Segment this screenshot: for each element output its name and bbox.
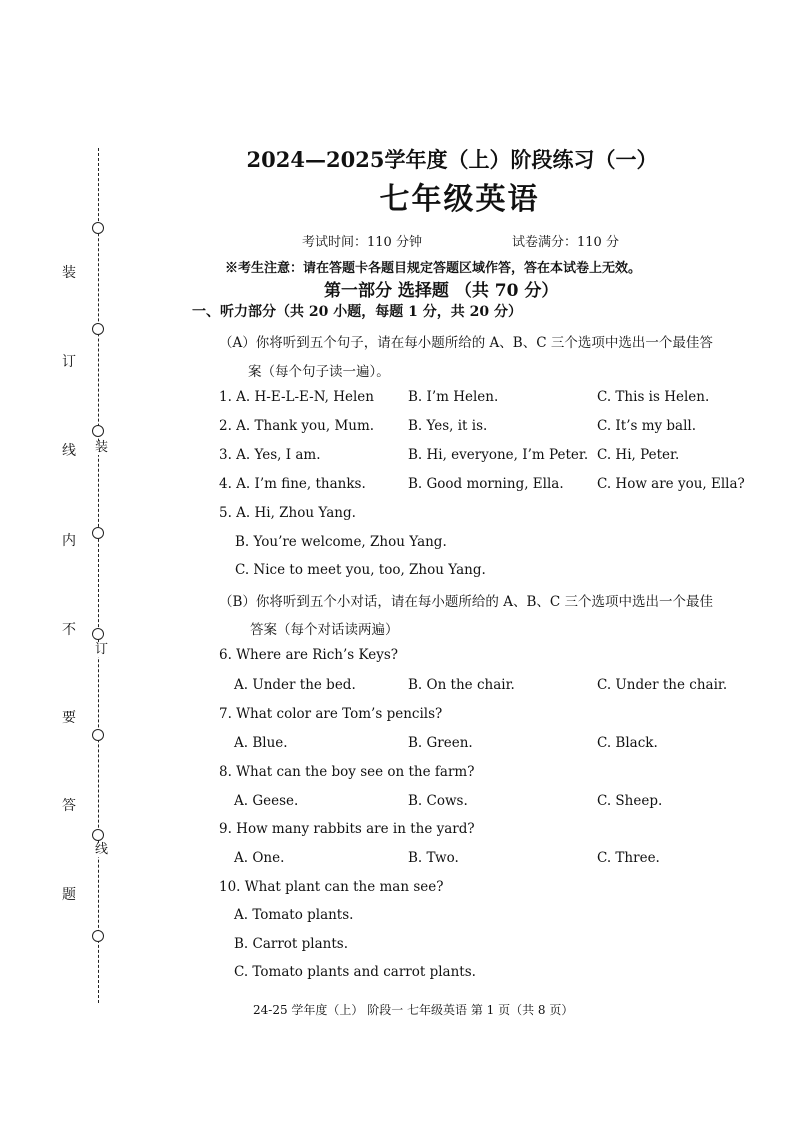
binding-outer-char: 装 — [62, 265, 76, 281]
q8-stem: 8. What can the boy see on the farm? — [219, 764, 475, 780]
q4-option-b: B. Good morning, Ella. — [408, 476, 564, 492]
binding-inner-char: 装 — [95, 440, 109, 455]
q3-option-b: B. Hi, everyone, I’m Peter. — [408, 447, 589, 463]
q8-option-a: A. Geese. — [234, 793, 299, 809]
q2-option-a: 2. A. Thank you, Mum. — [219, 418, 375, 434]
q2-option-c: C. It’s my ball. — [597, 418, 697, 434]
binding-outer-char: 内 — [62, 533, 76, 549]
exam-title: 2024—2025学年度（上）阶段练习（一） — [246, 147, 658, 172]
q6-option-b: B. On the chair. — [408, 677, 515, 693]
q10-option-b: B. Carrot plants. — [234, 936, 348, 952]
binding-hole — [92, 729, 104, 741]
binding-outer-char: 不 — [62, 622, 76, 638]
q9-option-a: A. One. — [234, 850, 285, 866]
q10-stem: 10. What plant can the man see? — [219, 879, 444, 895]
q6-option-c: C. Under the chair. — [597, 677, 728, 693]
q10-option-a: A. Tomato plants. — [234, 907, 354, 923]
binding-inner-char: 线 — [95, 842, 109, 857]
part-a-instructions-cont: 案（每个句子读一遍）。 — [248, 364, 390, 380]
binding-hole — [92, 425, 104, 437]
q1-option-b: B. I’m Helen. — [408, 389, 499, 405]
q10-option-c: C. Tomato plants and carrot plants. — [234, 964, 476, 980]
q3-option-c: C. Hi, Peter. — [597, 447, 680, 463]
binding-outer-char: 题 — [62, 887, 76, 903]
binding-hole — [92, 930, 104, 942]
binding-hole — [92, 323, 104, 335]
binding-hole — [92, 527, 104, 539]
section-title: 一、听力部分（共 20 小题，每题 1 分，共 20 分） — [192, 304, 522, 320]
binding-outer-char: 答 — [62, 798, 76, 814]
q7-option-c: C. Black. — [597, 735, 658, 751]
binding-hole — [92, 829, 104, 841]
q2-option-b: B. Yes, it is. — [408, 418, 488, 434]
q8-option-b: B. Cows. — [408, 793, 468, 809]
q7-option-a: A. Blue. — [234, 735, 288, 751]
q5-option-b: B. You’re welcome, Zhou Yang. — [235, 534, 447, 550]
exam-notice: ※考生注意：请在答题卡各题目规定答题区域作答，答在本试卷上无效。 — [225, 261, 642, 276]
binding-inner-char: 订 — [95, 642, 109, 657]
binding-dashed-line — [98, 148, 99, 1003]
q5-option-a: 5. A. Hi, Zhou Yang. — [219, 505, 356, 521]
q3-option-a: 3. A. Yes, I am. — [219, 447, 321, 463]
q8-option-c: C. Sheep. — [597, 793, 663, 809]
part-a-instructions: （A）你将听到五个句子，请在每小题所给的 A、B、C 三个选项中选出一个最佳答 — [219, 335, 713, 351]
q4-option-c: C. How are you, Ella? — [597, 476, 745, 492]
binding-hole — [92, 222, 104, 234]
part-b-instructions-cont: 答案（每个对话读两遍） — [250, 622, 399, 638]
page-footer: 24-25 学年度（上） 阶段一 七年级英语 第 1 页（共 8 页） — [253, 1003, 574, 1017]
subject-title: 七年级英语 — [379, 182, 540, 217]
binding-outer-char: 线 — [62, 443, 76, 459]
part-title: 第一部分 选择题 （共 70 分） — [324, 281, 559, 301]
binding-outer-char: 订 — [62, 354, 76, 370]
q6-option-a: A. Under the bed. — [234, 677, 356, 693]
q9-option-c: C. Three. — [597, 850, 660, 866]
q9-stem: 9. How many rabbits are in the yard? — [219, 821, 475, 837]
q7-stem: 7. What color are Tom’s pencils? — [219, 706, 443, 722]
exam-time: 考试时间：110 分钟 — [302, 235, 422, 250]
q4-option-a: 4. A. I’m fine, thanks. — [219, 476, 366, 492]
q7-option-b: B. Green. — [408, 735, 473, 751]
q6-stem: 6. Where are Rich’s Keys? — [219, 647, 399, 663]
q5-option-c: C. Nice to meet you, too, Zhou Yang. — [235, 562, 486, 578]
binding-hole — [92, 628, 104, 640]
q9-option-b: B. Two. — [408, 850, 459, 866]
q1-option-a: 1. A. H-E-L-E-N, Helen — [219, 389, 374, 405]
q1-option-c: C. This is Helen. — [597, 389, 710, 405]
full-score: 试卷满分：110 分 — [512, 235, 619, 250]
binding-outer-char: 要 — [62, 710, 76, 726]
part-b-instructions: （B）你将听到五个小对话，请在每小题所给的 A、B、C 三个选项中选出一个最佳 — [219, 594, 714, 610]
